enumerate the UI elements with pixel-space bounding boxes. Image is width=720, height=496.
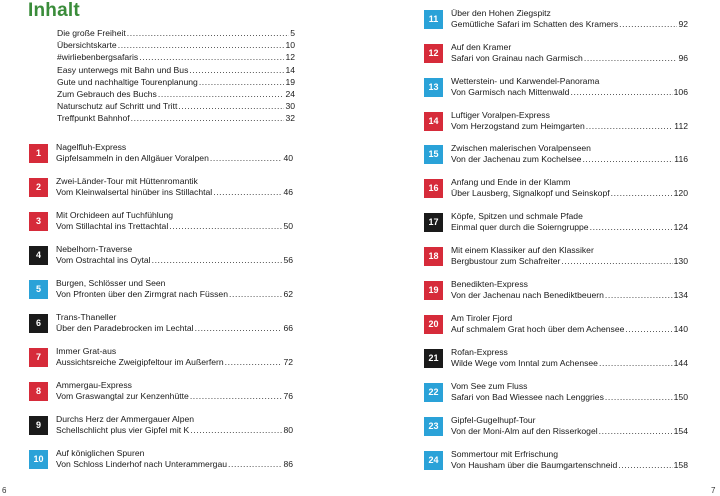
toc-entry[interactable]: [57, 76, 295, 88]
tour-title: Immer Grat-aus: [56, 346, 117, 356]
toc-entry-page: 10: [285, 40, 295, 51]
tour-page: 154: [673, 426, 688, 437]
tour-subtitle: Bergbustour zum Schafreiter: [451, 256, 561, 267]
toc-entry-page: 19: [285, 76, 295, 87]
dot-leader: [586, 121, 674, 132]
tour-entry[interactable]: [424, 347, 688, 370]
tour-title: Mit Orchideen auf Tuchfühlung: [56, 210, 174, 220]
tour-entry[interactable]: [29, 278, 293, 301]
tour-number-badge: 13: [424, 78, 443, 97]
toc-entry[interactable]: [57, 100, 295, 112]
tour-subtitle: Einmal quer durch die Soierngruppe: [451, 222, 589, 233]
tour-entry[interactable]: [424, 449, 688, 472]
tour-page: 56: [283, 255, 293, 266]
tour-entry[interactable]: [424, 110, 688, 133]
dot-leader: [229, 289, 282, 300]
tour-title: Köpfe, Spitzen und schmale Pfade: [451, 211, 583, 221]
tour-subtitle: Vom Herzogstand zum Heimgarten: [451, 121, 585, 132]
toc-entry[interactable]: [57, 27, 295, 39]
dot-leader: [561, 256, 672, 267]
tour-entry[interactable]: [424, 279, 688, 302]
dot-leader: [190, 425, 282, 436]
tour-entry[interactable]: [29, 414, 293, 437]
tour-title: Sommertour mit Erfrischung: [451, 449, 558, 459]
dot-leader: [619, 19, 677, 30]
tour-page: 86: [283, 459, 293, 470]
general-contents-list: [57, 27, 295, 125]
tour-entry[interactable]: [29, 380, 293, 403]
dot-leader: [199, 76, 285, 88]
toc-entry-page: 30: [285, 101, 295, 112]
toc-entry-title: #wirliebenbergsafaris: [57, 52, 139, 63]
tour-subtitle: Safari von Grainau nach Garmisch: [451, 53, 583, 64]
toc-entry-page: 14: [285, 64, 295, 75]
tour-title: Wetterstein- und Karwendel-Panorama: [451, 76, 600, 86]
dot-leader: [169, 221, 282, 232]
tour-title: Rofan-Express: [451, 347, 508, 357]
tour-subtitle: Auf schmalem Grat hoch über dem Achensee: [451, 324, 625, 335]
tour-entry[interactable]: [424, 8, 688, 31]
tour-entry[interactable]: [29, 210, 293, 233]
tour-subtitle: Vom Stillachtal ins Trettachtal: [56, 221, 169, 232]
dot-leader: [225, 357, 283, 368]
dot-leader: [228, 459, 282, 470]
tour-title: Benedikten-Express: [451, 279, 528, 289]
tour-page: 120: [673, 188, 688, 199]
tour-page: 96: [678, 53, 688, 64]
tour-entry[interactable]: [29, 142, 293, 165]
tour-number-badge: 14: [424, 112, 443, 131]
dot-leader: [152, 255, 283, 266]
tour-title: Nagelfluh-Express: [56, 142, 127, 152]
tour-subtitle: Vom Ostrachtal ins Oytal: [56, 255, 151, 266]
tour-number-badge: 24: [424, 451, 443, 470]
page-title: Inhalt: [28, 0, 80, 21]
tour-entry[interactable]: [29, 176, 293, 199]
dot-leader: [599, 426, 673, 437]
tour-entry[interactable]: [29, 312, 293, 335]
tour-title: Am Tiroler Fjord: [451, 313, 513, 323]
tour-subtitle: Safari von Bad Wiessee nach Lenggries: [451, 392, 604, 403]
tour-number-badge: 15: [424, 145, 443, 164]
toc-entry-page: 12: [285, 52, 295, 63]
tour-title: Ammergau-Express: [56, 380, 132, 390]
tour-title: Auf den Kramer: [451, 42, 512, 52]
tour-subtitle: Von der Jachenau nach Benediktbeuern: [451, 290, 604, 301]
tour-page: 66: [283, 323, 293, 334]
toc-entry-page: 32: [285, 113, 295, 124]
toc-entry[interactable]: [57, 64, 295, 76]
tour-page: 124: [673, 222, 688, 233]
tour-page: 80: [283, 425, 293, 436]
tour-subtitle: Über Lausberg, Signalkopf und Seinskopf: [451, 188, 610, 199]
tour-entry[interactable]: [424, 313, 688, 336]
tour-title: Auf königlichen Spuren: [56, 448, 145, 458]
tour-subtitle: Gemütliche Safari im Schatten des Kramers: [451, 19, 619, 30]
tour-subtitle: Von Garmisch nach Mittenwald: [451, 87, 570, 98]
tour-number-badge: 20: [424, 315, 443, 334]
tour-entry[interactable]: [424, 211, 688, 234]
tour-page: 40: [283, 153, 293, 164]
tour-title: Nebelhorn-Traverse: [56, 244, 133, 254]
tour-subtitle: Vom Kleinwalsertal hinüber ins Stillachtal: [56, 187, 213, 198]
toc-entry-title: Die große Freiheit: [57, 28, 126, 38]
tour-subtitle: Aussichtsreiche Zweigipfeltour im Außerfern: [56, 357, 224, 368]
tour-page: 158: [673, 460, 688, 471]
dot-leader: [195, 323, 283, 334]
dot-leader: [189, 64, 284, 76]
toc-entry-title: Treffpunkt Bahnhof: [57, 113, 130, 124]
tour-number-badge: 4: [29, 246, 48, 265]
tour-subtitle: Schellschlicht plus vier Gipfel mit K: [56, 425, 190, 436]
dot-leader: [570, 87, 672, 98]
tour-title: Über den Hohen Ziegspitz: [451, 8, 551, 18]
toc-entry[interactable]: [57, 51, 295, 63]
dot-leader: [618, 460, 672, 471]
toc-entry-title: Naturschutz auf Schritt und Tritt: [57, 101, 178, 112]
tour-number-badge: 3: [29, 212, 48, 231]
tour-title: Anfang und Ende in der Klamm: [451, 177, 571, 187]
dot-leader: [118, 39, 285, 51]
tour-number-badge: 23: [424, 417, 443, 436]
tour-entry[interactable]: [29, 448, 293, 471]
tour-entry[interactable]: [424, 177, 688, 200]
tour-page: 46: [283, 187, 293, 198]
tour-page: 140: [673, 324, 688, 335]
tour-number-badge: 11: [424, 10, 443, 29]
tour-entry[interactable]: [29, 244, 293, 267]
toc-entry-title: Easy unterwegs mit Bahn und Bus: [57, 64, 189, 75]
tour-number-badge: 8: [29, 382, 48, 401]
dot-leader: [590, 222, 673, 233]
tour-entry[interactable]: [424, 76, 688, 99]
tour-page: 150: [673, 392, 688, 403]
tour-subtitle: Von der Moni-Alm auf den Risserkogel: [451, 426, 598, 437]
dot-leader: [213, 187, 282, 198]
toc-entry-title: Gute und nachhaltige Tourenplanung: [57, 76, 198, 87]
toc-entry-page: 5: [290, 28, 295, 38]
tour-page: 62: [283, 289, 293, 300]
tour-title: Gipfel-Gugelhupf-Tour: [451, 415, 536, 425]
dot-leader: [582, 154, 673, 165]
tour-number-badge: 7: [29, 348, 48, 367]
toc-entry-title: Zum Gebrauch des Buchs: [57, 88, 157, 99]
tour-page: 50: [283, 221, 293, 232]
tour-page: 76: [283, 391, 293, 402]
tour-page: 116: [674, 154, 688, 165]
tour-subtitle: Von Hausham über die Baumgartenschneid: [451, 460, 618, 471]
tour-page: 112: [674, 121, 688, 132]
tour-page: 130: [673, 256, 688, 267]
dot-leader: [605, 290, 673, 301]
dot-leader: [158, 88, 285, 100]
tour-subtitle: Gipfelsammeln in den Allgäuer Voralpen: [56, 153, 209, 164]
tour-subtitle: Über den Paradebrocken im Lechtal: [56, 323, 194, 334]
dot-leader: [625, 324, 672, 335]
tour-entry[interactable]: [424, 245, 688, 268]
tour-subtitle: Von Pfronten über den Zirmgrat nach Füssen: [56, 289, 228, 300]
toc-entry[interactable]: [57, 112, 295, 124]
toc-entry[interactable]: [57, 39, 295, 51]
tour-title: Mit einem Klassiker auf den Klassiker: [451, 245, 594, 255]
tour-entry[interactable]: [424, 42, 688, 65]
dot-leader: [139, 51, 284, 63]
dot-leader: [584, 53, 678, 64]
tour-title: Trans-Thaneller: [56, 312, 117, 322]
tour-entry[interactable]: [424, 415, 688, 438]
tour-number-badge: 6: [29, 314, 48, 333]
tour-number-badge: 12: [424, 44, 443, 63]
page-number-left: 6: [2, 486, 7, 495]
tour-number-badge: 2: [29, 178, 48, 197]
tour-subtitle: Wilde Wege vom Inntal zum Achensee: [451, 358, 598, 369]
tour-subtitle: Vom Graswangtal zur Kenzenhütte: [56, 391, 189, 402]
tour-page: 92: [678, 19, 688, 30]
tour-subtitle: Von der Jachenau zum Kochelsee: [451, 154, 582, 165]
dot-leader: [178, 100, 284, 112]
page-number-right: 7: [711, 486, 716, 495]
tour-title: Durchs Herz der Ammergauer Alpen: [56, 414, 195, 424]
tour-page: 106: [673, 87, 688, 98]
tour-page: 134: [673, 290, 688, 301]
tour-number-badge: 9: [29, 416, 48, 435]
tour-number-badge: 19: [424, 281, 443, 300]
tour-entry[interactable]: [29, 346, 293, 369]
tour-number-badge: 1: [29, 144, 48, 163]
dot-leader: [210, 153, 283, 164]
tour-number-badge: 21: [424, 349, 443, 368]
dot-leader: [190, 391, 283, 402]
tour-title: Zwei-Länder-Tour mit Hüttenromantik: [56, 176, 198, 186]
tour-title: Zwischen malerischen Voralpenseen: [451, 143, 591, 153]
toc-entry-title: Übersichtskarte: [57, 40, 117, 51]
dot-leader: [599, 358, 673, 369]
tour-subtitle: Von Schloss Linderhof nach Unterammergau: [56, 459, 228, 470]
toc-entry[interactable]: [57, 88, 295, 100]
tour-number-badge: 22: [424, 383, 443, 402]
tour-entry[interactable]: [424, 143, 688, 166]
dot-leader: [131, 112, 285, 124]
toc-entry-page: 24: [285, 88, 295, 99]
tour-entry[interactable]: [424, 381, 688, 404]
tour-number-badge: 10: [29, 450, 48, 469]
tour-title: Vom See zum Fluss: [451, 381, 528, 391]
tour-title: Luftiger Voralpen-Express: [451, 110, 550, 120]
dot-leader: [127, 27, 289, 39]
tour-page: 144: [673, 358, 688, 369]
tour-number-badge: 18: [424, 247, 443, 266]
tour-number-badge: 17: [424, 213, 443, 232]
dot-leader: [605, 392, 673, 403]
tour-number-badge: 5: [29, 280, 48, 299]
tour-number-badge: 16: [424, 179, 443, 198]
tour-page: 72: [283, 357, 293, 368]
dot-leader: [611, 188, 673, 199]
tour-title: Burgen, Schlösser und Seen: [56, 278, 166, 288]
